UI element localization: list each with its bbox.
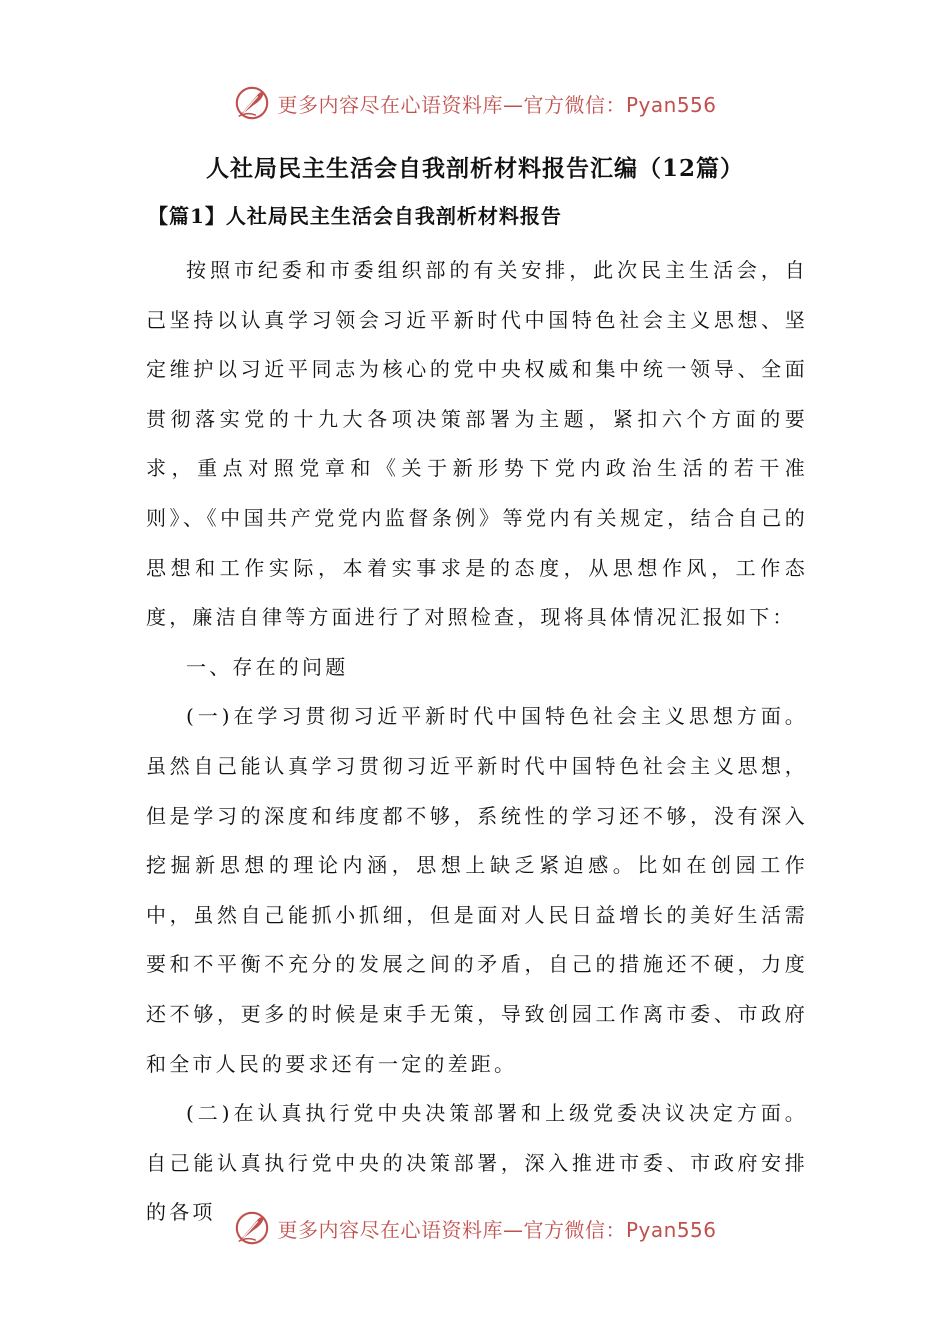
banner-text bbox=[277, 1214, 716, 1243]
paragraph-heading-problems: 一、存在的问题 bbox=[186, 654, 349, 679]
document-body bbox=[146, 246, 808, 1238]
paragraph-problem-1: (一)在学习贯彻习近平新时代中国特色社会主义思想方面。虽然自己能认真学习贯彻习近平新时代中国特色社会主义思想，但是学习的深度和纬度都不够，系统性的学习还不够，没有深入挖掘新思想的理论内涵，思想上缺乏紧迫感。比如在创园工作中，虽然自己能抓小抓细，但是面对人民日益增长的美好生活需要和不平衡不充分的发展之间的矛盾，自己的措施还不硬，力度还不够，更多的时候是束手无策，导致创园工作离市委、市政府和全市人民的要求还有一定的差距。 bbox=[146, 704, 808, 1076]
paragraph-intro: 按照市纪委和市委组织部的有关安排，此次民主生活会，自己坚持以认真学习领会习近平新时代中国特色社会主义思想、坚定维护以习近平同志为核心的党中央权威和集中统一领导、全面贯彻落实党的十九大各项决策部署为主题，紧扣六个方面的要求，重点对照党章和《关于新形势下党内政治生活的若干准则》、《中国共产党党内监督条例》等党内有关规定，结合自己的思想和工作实际，本着实事求是的态度，从思想作风，工作态度，廉洁自律等方面进行了对照检查，现将具体情况汇报如下： bbox=[146, 258, 808, 630]
feather-pen-logo-icon bbox=[233, 84, 271, 122]
banner-label: 更多内容尽在心语资料库—官方微信： bbox=[277, 92, 626, 117]
header-banner bbox=[0, 81, 950, 125]
wechat-id: Pyan556 bbox=[625, 1217, 717, 1242]
section-heading: 【篇1】人社局民主生活会自我剖析材料报告 bbox=[148, 204, 562, 228]
paragraph-problem-2: (二)在认真执行党中央决策部署和上级党委决议决定方面。自己能认真执行党中央的决策部署，深入推进市委、市政府安排的各项 bbox=[146, 1101, 808, 1225]
document-title: 人社局民主生活会自我剖析材料报告汇编（12篇） bbox=[205, 155, 744, 182]
feather-pen-logo-icon bbox=[233, 1209, 271, 1247]
banner-label: 更多内容尽在心语资料库—官方微信： bbox=[277, 1217, 626, 1242]
wechat-id: Pyan556 bbox=[625, 92, 717, 117]
footer-banner bbox=[0, 1206, 950, 1250]
banner-text bbox=[277, 89, 716, 118]
